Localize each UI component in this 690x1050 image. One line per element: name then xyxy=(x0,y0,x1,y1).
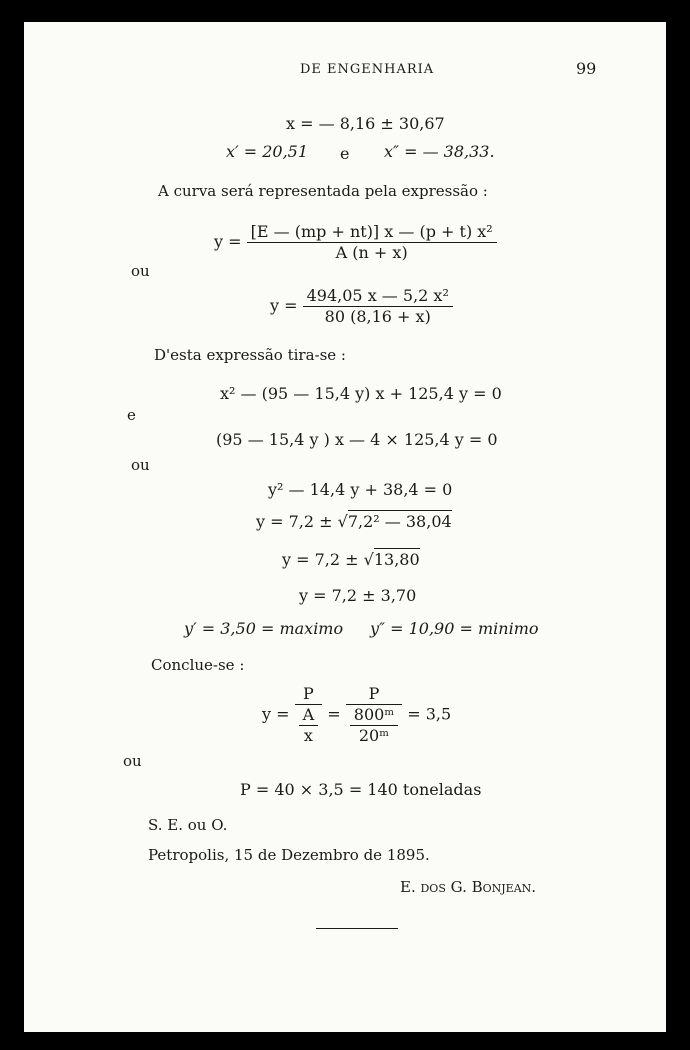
fraction-p-over-a-x xyxy=(295,684,323,746)
equation-lhs: y = xyxy=(262,704,290,724)
connector-ou-3: ou xyxy=(123,752,142,770)
running-title: DE ENGENHARIA xyxy=(300,62,435,77)
equation-quadratic-y: y² — 14,4 y + 38,4 = 0 xyxy=(268,480,453,499)
fraction-denominator: A (n + x) xyxy=(335,243,408,262)
equation-y-numeric xyxy=(270,286,453,327)
fraction-numerator: [E — (mp + nt)] x — (p + t) x² xyxy=(247,222,497,243)
connector-ou-1: ou xyxy=(131,262,150,280)
equation-linear: (95 — 15,4 y ) x — 4 × 125,4 y = 0 xyxy=(216,430,498,449)
equation-lhs: y = xyxy=(214,232,242,251)
equation-final-ratio xyxy=(262,684,451,746)
equation-root-1 xyxy=(256,512,452,531)
fraction xyxy=(247,222,497,263)
document-page xyxy=(24,22,666,1032)
connector-e: e xyxy=(127,406,136,424)
inner-denominator: x xyxy=(303,726,313,745)
root-prefix: y = 7,2 ± √ xyxy=(282,550,374,569)
inner-fraction xyxy=(299,705,319,746)
inner-denominator: 20ᵐ xyxy=(358,726,390,745)
paragraph-derivation: D'esta expressão tira-se : xyxy=(154,346,346,364)
place-and-date: Petropolis, 15 de Dezembro de 1895. xyxy=(148,846,430,864)
inner-numerator: 800ᵐ xyxy=(350,705,398,726)
fraction-numerator: P xyxy=(295,684,323,705)
fraction-denominator xyxy=(295,705,323,746)
inner-numerator: A xyxy=(299,705,319,726)
fraction-p-over-800-20 xyxy=(346,684,402,746)
equation-x: x = — 8,16 ± 30,67 xyxy=(286,114,445,133)
fraction-numerator: 494,05 x — 5,2 x² xyxy=(303,286,453,307)
equation-tonnage: P = 40 × 3,5 = 140 toneladas xyxy=(240,780,482,799)
equation-y-general xyxy=(214,222,497,263)
page-number: 99 xyxy=(576,59,597,78)
equals-sign: = xyxy=(327,704,341,724)
equation-quadratic-x: x² — (95 — 15,4 y) x + 125,4 y = 0 xyxy=(220,384,502,403)
equation-minimum: y″ = 10,90 = minimo xyxy=(370,619,539,638)
equation-connector-e: e xyxy=(340,144,350,163)
paragraph-curve: A curva será representada pela expressão : xyxy=(158,182,488,200)
equation-roots: y = 7,2 ± 3,70 xyxy=(299,586,417,605)
equation-lhs: y = xyxy=(270,296,298,315)
radicand: 13,80 xyxy=(373,550,420,569)
connector-ou-2: ou xyxy=(131,456,150,474)
signature-note: S. E. ou O. xyxy=(148,816,228,834)
equation-x-prime: x′ = 20,51 xyxy=(226,142,309,161)
fraction-denominator xyxy=(346,705,402,746)
fraction-numerator: P xyxy=(346,684,402,705)
radicand: 7,2² — 38,04 xyxy=(347,512,452,531)
equation-root-2 xyxy=(282,550,420,569)
equation-maximum: y′ = 3,50 = maximo xyxy=(184,619,344,638)
closing-rule xyxy=(316,928,398,929)
inner-fraction xyxy=(350,705,398,746)
equation-x-double-prime: x″ = — 38,33. xyxy=(384,142,495,161)
author-name: E. dos G. Bonjean. xyxy=(400,878,537,896)
equation-rhs: = 3,5 xyxy=(407,704,452,724)
paragraph-conclusion: Conclue-se : xyxy=(151,656,245,674)
fraction-denominator: 80 (8,16 + x) xyxy=(324,307,431,326)
root-prefix: y = 7,2 ± √ xyxy=(256,512,348,531)
fraction xyxy=(303,286,453,327)
